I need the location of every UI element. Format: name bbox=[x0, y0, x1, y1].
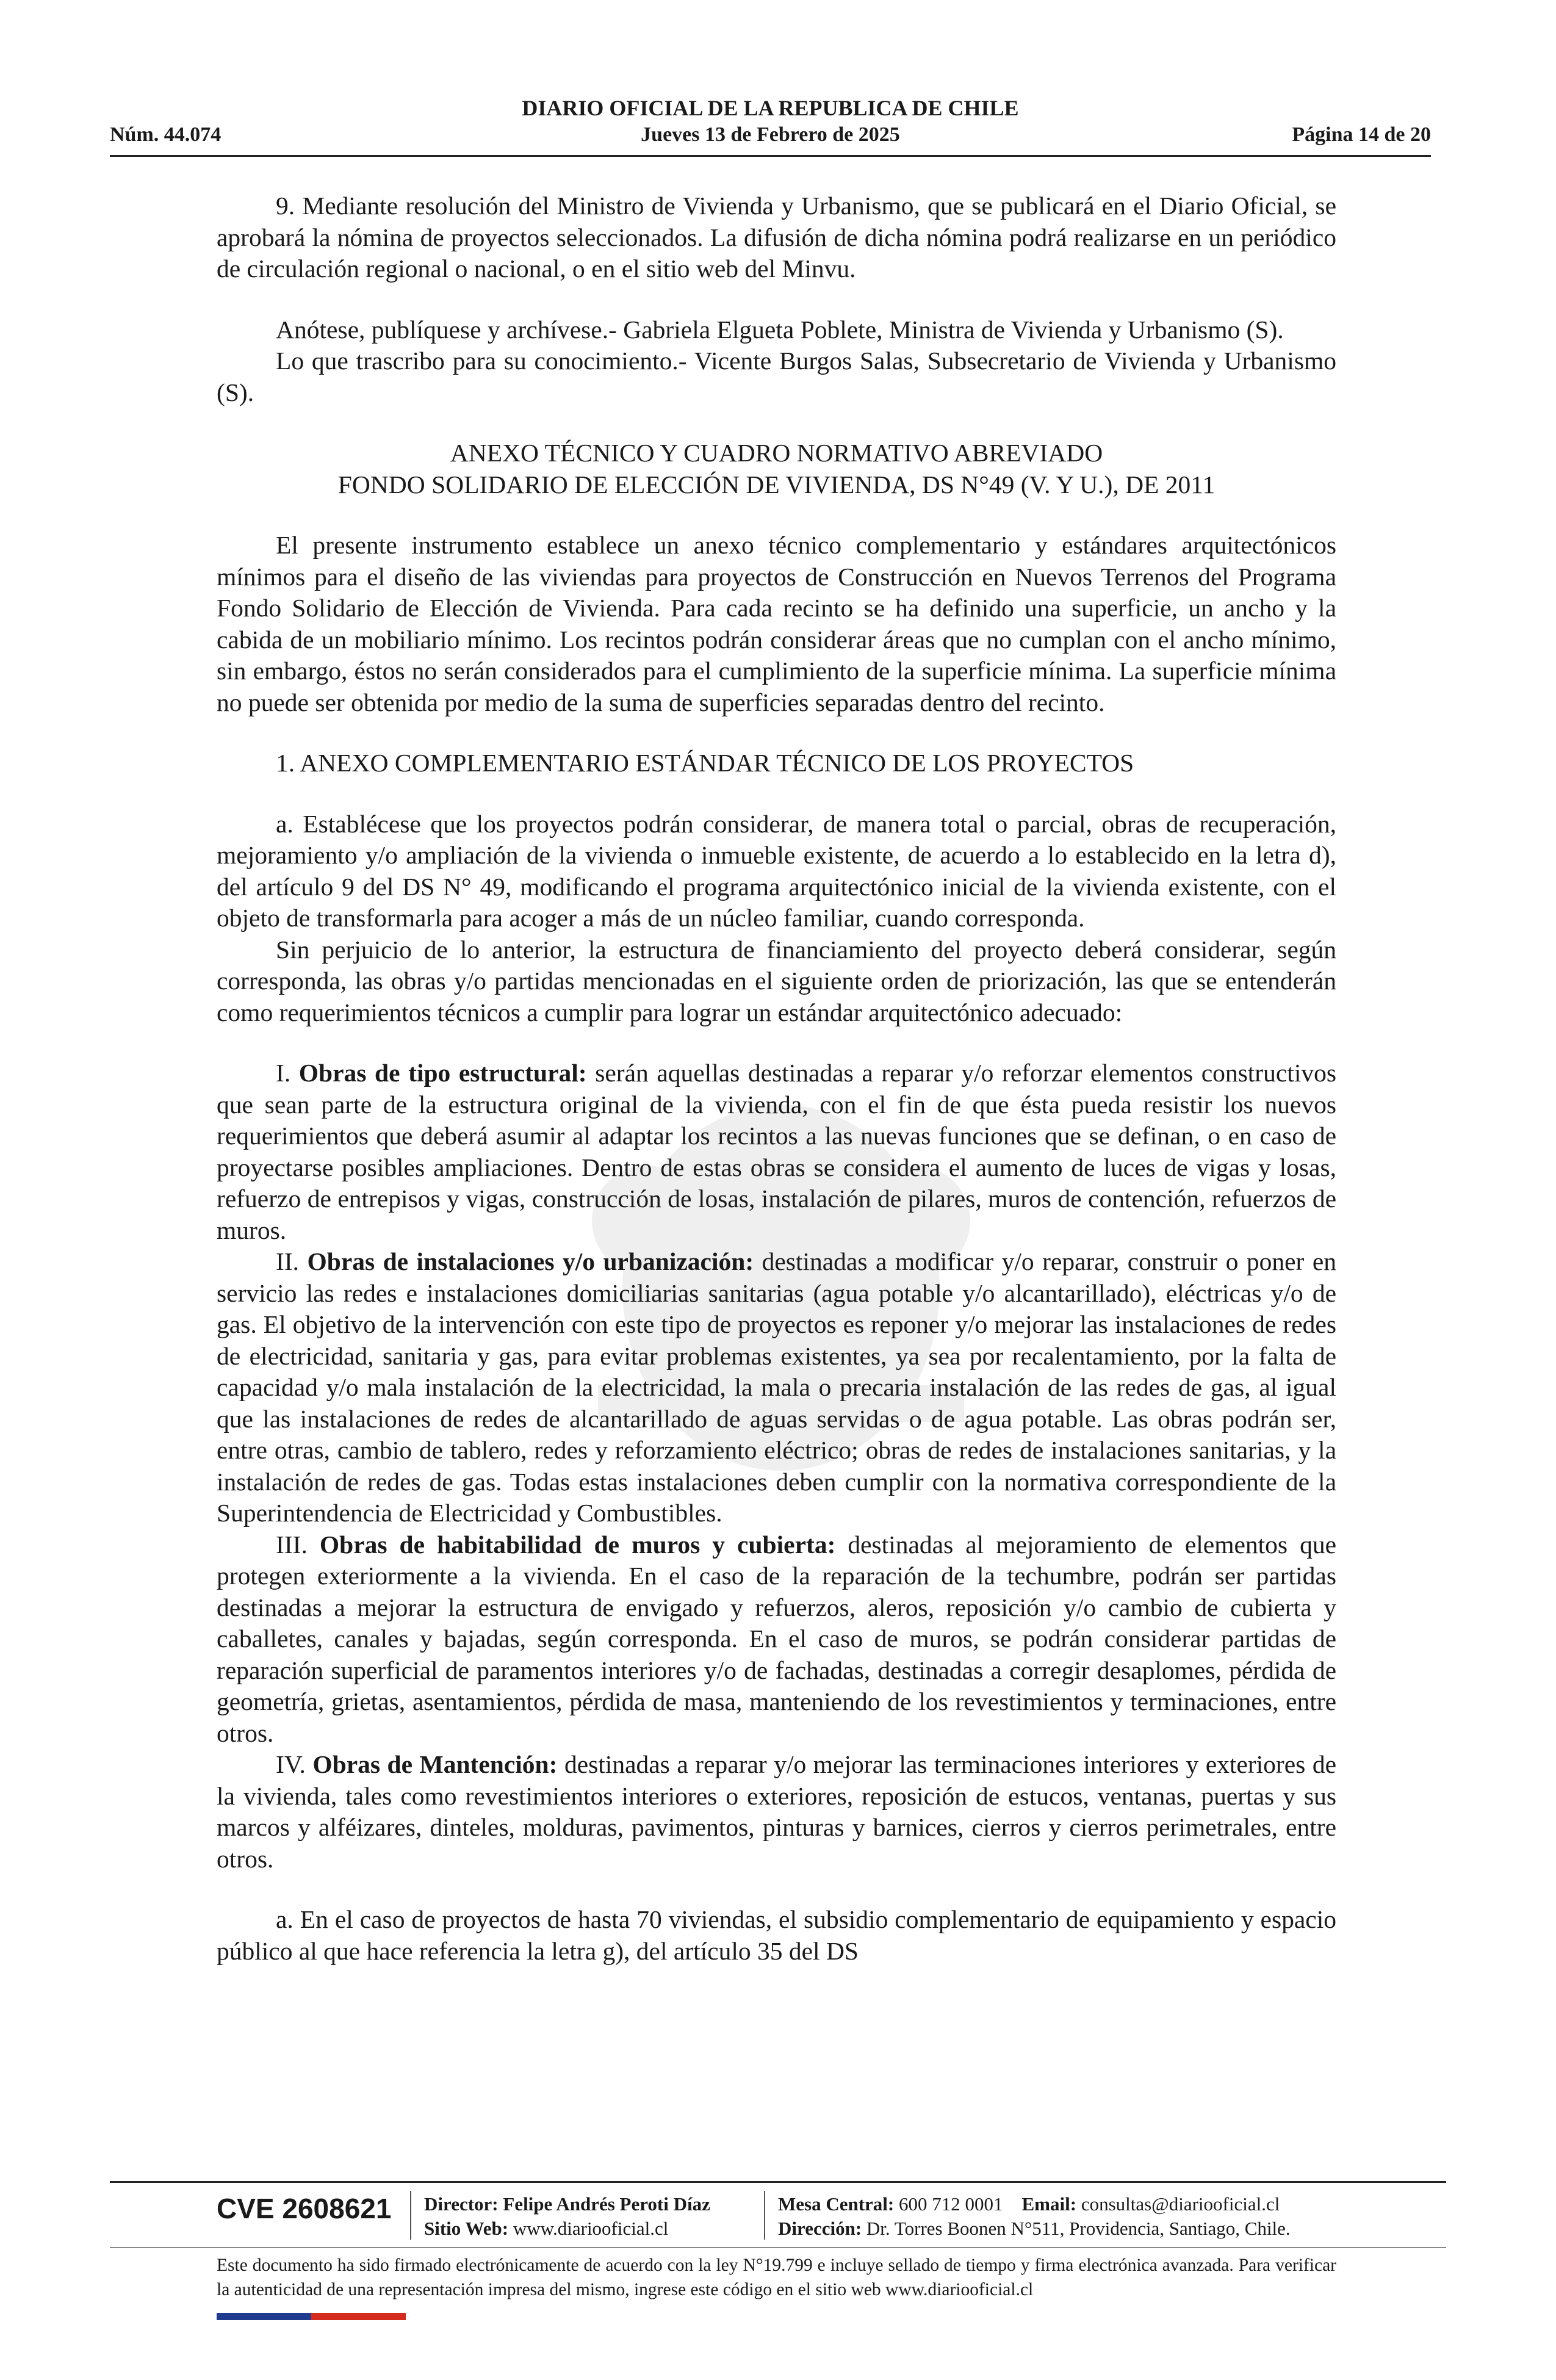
page-header bbox=[110, 92, 1431, 159]
paragraph-a-70-viviendas: a. En el caso de proyectos de hasta 70 viviendas, el subsidio complementario de equipamiento y espacio público al que hace referencia la letra g), del artículo 35 del DS bbox=[217, 1905, 1336, 1965]
page-number: Página 14 de 20 bbox=[1292, 123, 1431, 146]
flag-blue-segment bbox=[217, 2313, 311, 2320]
list-item-habitability: III. Obras de habitabilidad de muros y cubierta: destinadas al mejoramiento de elementos que protegen exteriormente a la vivienda. En el caso de la reparación de la techumbre, podrán ser partidas destinadas a mejorar la estructura de envigado y refuerzos, aleros, reposición y/o cambio de cubierta y caballetes, canales y bajadas, según corresponda. En el caso de muros, se podrán considerar partidas de reparación superficial de paramentos interiores y/o de fachadas, destinadas a corregir desaplomes, pérdida de geometría, grietas, asentamientos, pérdida de masa, manteniendo de los revestimientos y terminaciones, entre otros. bbox=[217, 1530, 1336, 1747]
item-title: Obras de tipo estructural: bbox=[298, 1059, 587, 1087]
item-title: Obras de Mantención: bbox=[312, 1750, 558, 1778]
section-heading-1: 1. ANEXO COMPLEMENTARIO ESTÁNDAR TÉCNICO DE LOS PROYECTOS bbox=[276, 749, 1134, 777]
legal-notice: Este documento ha sido firmado electrónicamente de acuerdo con la ley N°19.799 e incluye sellado de tiempo y firma electrónica avanzada. Para verificar la autenticidad de una representación impresa del mismo, ingrese este código en el sitio web www.diariooficial.cl bbox=[217, 2256, 1336, 2299]
cve-code: CVE 2608621 bbox=[217, 2193, 392, 2224]
paragraph-intro: El presente instrumento establece un anexo técnico complementario y estándares arquitectónicos mínimos para el diseño de las viviendas para proyectos de Construcción en Nuevos Terrenos del Programa Fondo Solidario de Elección de Vivienda. Para cada recinto se ha definido una superficie, un ancho y la cabida de un mobiliario mínimo. Los recintos podrán considerar áreas que no cumplan con el ancho mínimo, sin embargo, éstos no serán considerados para el cumplimiento de la superficie mínima. La superficie mínima no puede ser obtenida por medio de la suma de superficies separadas dentro del recinto. bbox=[217, 531, 1336, 716]
address: Dr. Torres Boonen N°511, Providencia, Santiago, Chile. bbox=[866, 2218, 1291, 2239]
footer-divider bbox=[110, 2181, 1446, 2183]
paragraph-financing: Sin perjuicio de lo anterior, la estructura de financiamiento del proyecto deberá considerar, según corresponda, las obras y/o partidas mencionadas en el siguiente orden de priorización, las que se entenderán como requerimientos técnicos a cumplir para lograr un estándar arquitectónico adecuado: bbox=[217, 935, 1336, 1026]
flag-red-segment bbox=[311, 2313, 406, 2320]
issue-date: Jueves 13 de Febrero de 2025 bbox=[641, 123, 900, 146]
paragraph-9: 9. Mediante resolución del Ministro de Vivienda y Urbanismo, que se publicará en el Diario Oficial, se aprobará la nómina de proyectos seleccionados. La difusión de dicha nómina podrá realizarse en un periódico de circulación regional o nacional, o en el sitio web del Minvu. bbox=[217, 192, 1336, 283]
list-item-maintenance: IV. Obras de Mantención: destinadas a reparar y/o mejorar las terminaciones interiores y exteriores de la vivienda, tales como revestimientos interiores o exteriores, reposición de estucos, ventanas, puertas y sus marcos y alféizares, dinteles, molduras, pavimentos, pinturas y barnices, cierros y cierros perimetrales, entre otros. bbox=[217, 1750, 1336, 1873]
journal-title: DIARIO OFICIAL DE LA REPUBLICA DE CHILE bbox=[522, 96, 1019, 120]
email-link[interactable]: consultas@diariooficial.cl bbox=[1081, 2193, 1280, 2215]
director-name: Felipe Andrés Peroti Díaz bbox=[503, 2193, 710, 2215]
footer-director-block: Director: Felipe Andrés Peroti Díaz Sitio Web: www.diariooficial.cl bbox=[424, 2193, 710, 2239]
list-item-structural: I. Obras de tipo estructural: serán aquellas destinadas a reparar y/o reforzar elementos constructivos que sean parte de la estructura original de la vivienda, con el fin de que ésta pueda resistir los nuevos requerimientos que deberá asumir al adaptar los recintos a las nuevas funciones que se definan, o en caso de proyectarse posibles ampliaciones. Dentro de estas obras se considera el aumento de luces de vigas y losas, refuerzo de entrepisos y vigas, construcción de losas, instalación de pilares, muros de contención, refuerzos de muros. bbox=[217, 1059, 1337, 1244]
footer-separator bbox=[764, 2191, 765, 2240]
paragraph-signature: Anótese, publíquese y archívese.- Gabriela Elgueta Poblete, Ministra de Vivienda y Urbanismo (S). bbox=[276, 315, 1284, 344]
list-item-installations: II. Obras de instalaciones y/o urbanización: destinadas a modificar y/o reparar, construir o poner en servicio las redes e instalaciones domiciliarias sanitarias (agua potable y/o alcantarillado), eléctricas y/o de gas. El objetivo de la intervención con este tipo de proyectos es reponer y/o mejorar las instalaciones de redes de electricidad, sanitaria y gas, para evitar problemas existentes, ya sea por recalentamiento, por la falta de capacidad y/o mala instalación de la electricidad, la mala o precaria instalación de las redes de gas, al igual que las instalaciones de redes de alcantarillado de aguas servidas o de agua potable. Las obras podrán ser, entre otras, cambio de tablero, redes y reforzamiento eléctrico; obras de redes de instalaciones sanitarias, y la instalación de redes de gas. Todas estas instalaciones deben cumplir con la normativa correspondiente de la Superintendencia de Electricidad y Combustibles. bbox=[217, 1247, 1336, 1527]
footer-contact-block: Mesa Central: 600 712 0001 Email: consultas@diariooficial.cl Dirección: Dr. Torres Boonen N°511, Providencia, Santiago, Chile. bbox=[778, 2193, 1291, 2239]
annex-title-line-1: ANEXO TÉCNICO Y CUADRO NORMATIVO ABREVIADO bbox=[450, 439, 1103, 467]
footer-separator bbox=[410, 2191, 411, 2240]
paragraph-transcription: Lo que trascribo para su conocimiento.- Vicente Burgos Salas, Subsecretario de Vivienda y Urbanismo (S). bbox=[217, 347, 1336, 406]
phone-number: 600 712 0001 bbox=[899, 2193, 1003, 2215]
annex-title-line-2: FONDO SOLIDARIO DE ELECCIÓN DE VIVIENDA, DS N°49 (V. Y U.), DE 2011 bbox=[337, 470, 1216, 499]
item-title: Obras de habitabilidad de muros y cubierta: bbox=[319, 1530, 836, 1559]
header-divider bbox=[110, 155, 1431, 157]
issue-number: Núm. 44.074 bbox=[110, 123, 222, 146]
flag-stripe bbox=[217, 2313, 406, 2320]
item-title: Obras de instalaciones y/o urbanización: bbox=[307, 1247, 754, 1275]
document-body bbox=[217, 190, 1336, 1967]
footer-divider-2 bbox=[110, 2247, 1446, 2248]
paragraph-a: a. Establécese que los proyectos podrán considerar, de manera total o parcial, obras de recuperación, mejoramiento y/o ampliación de la vivienda o inmueble existente, de acuerdo a lo establecido en la letra d), del artículo 9 del DS N° 49, modificando el programa arquitectónico inicial de la vivienda existente, con el objeto de transformarla para acoger a más de un núcleo familiar, cuando corresponda. bbox=[217, 809, 1336, 932]
website-link[interactable]: www.diariooficial.cl bbox=[513, 2218, 669, 2239]
